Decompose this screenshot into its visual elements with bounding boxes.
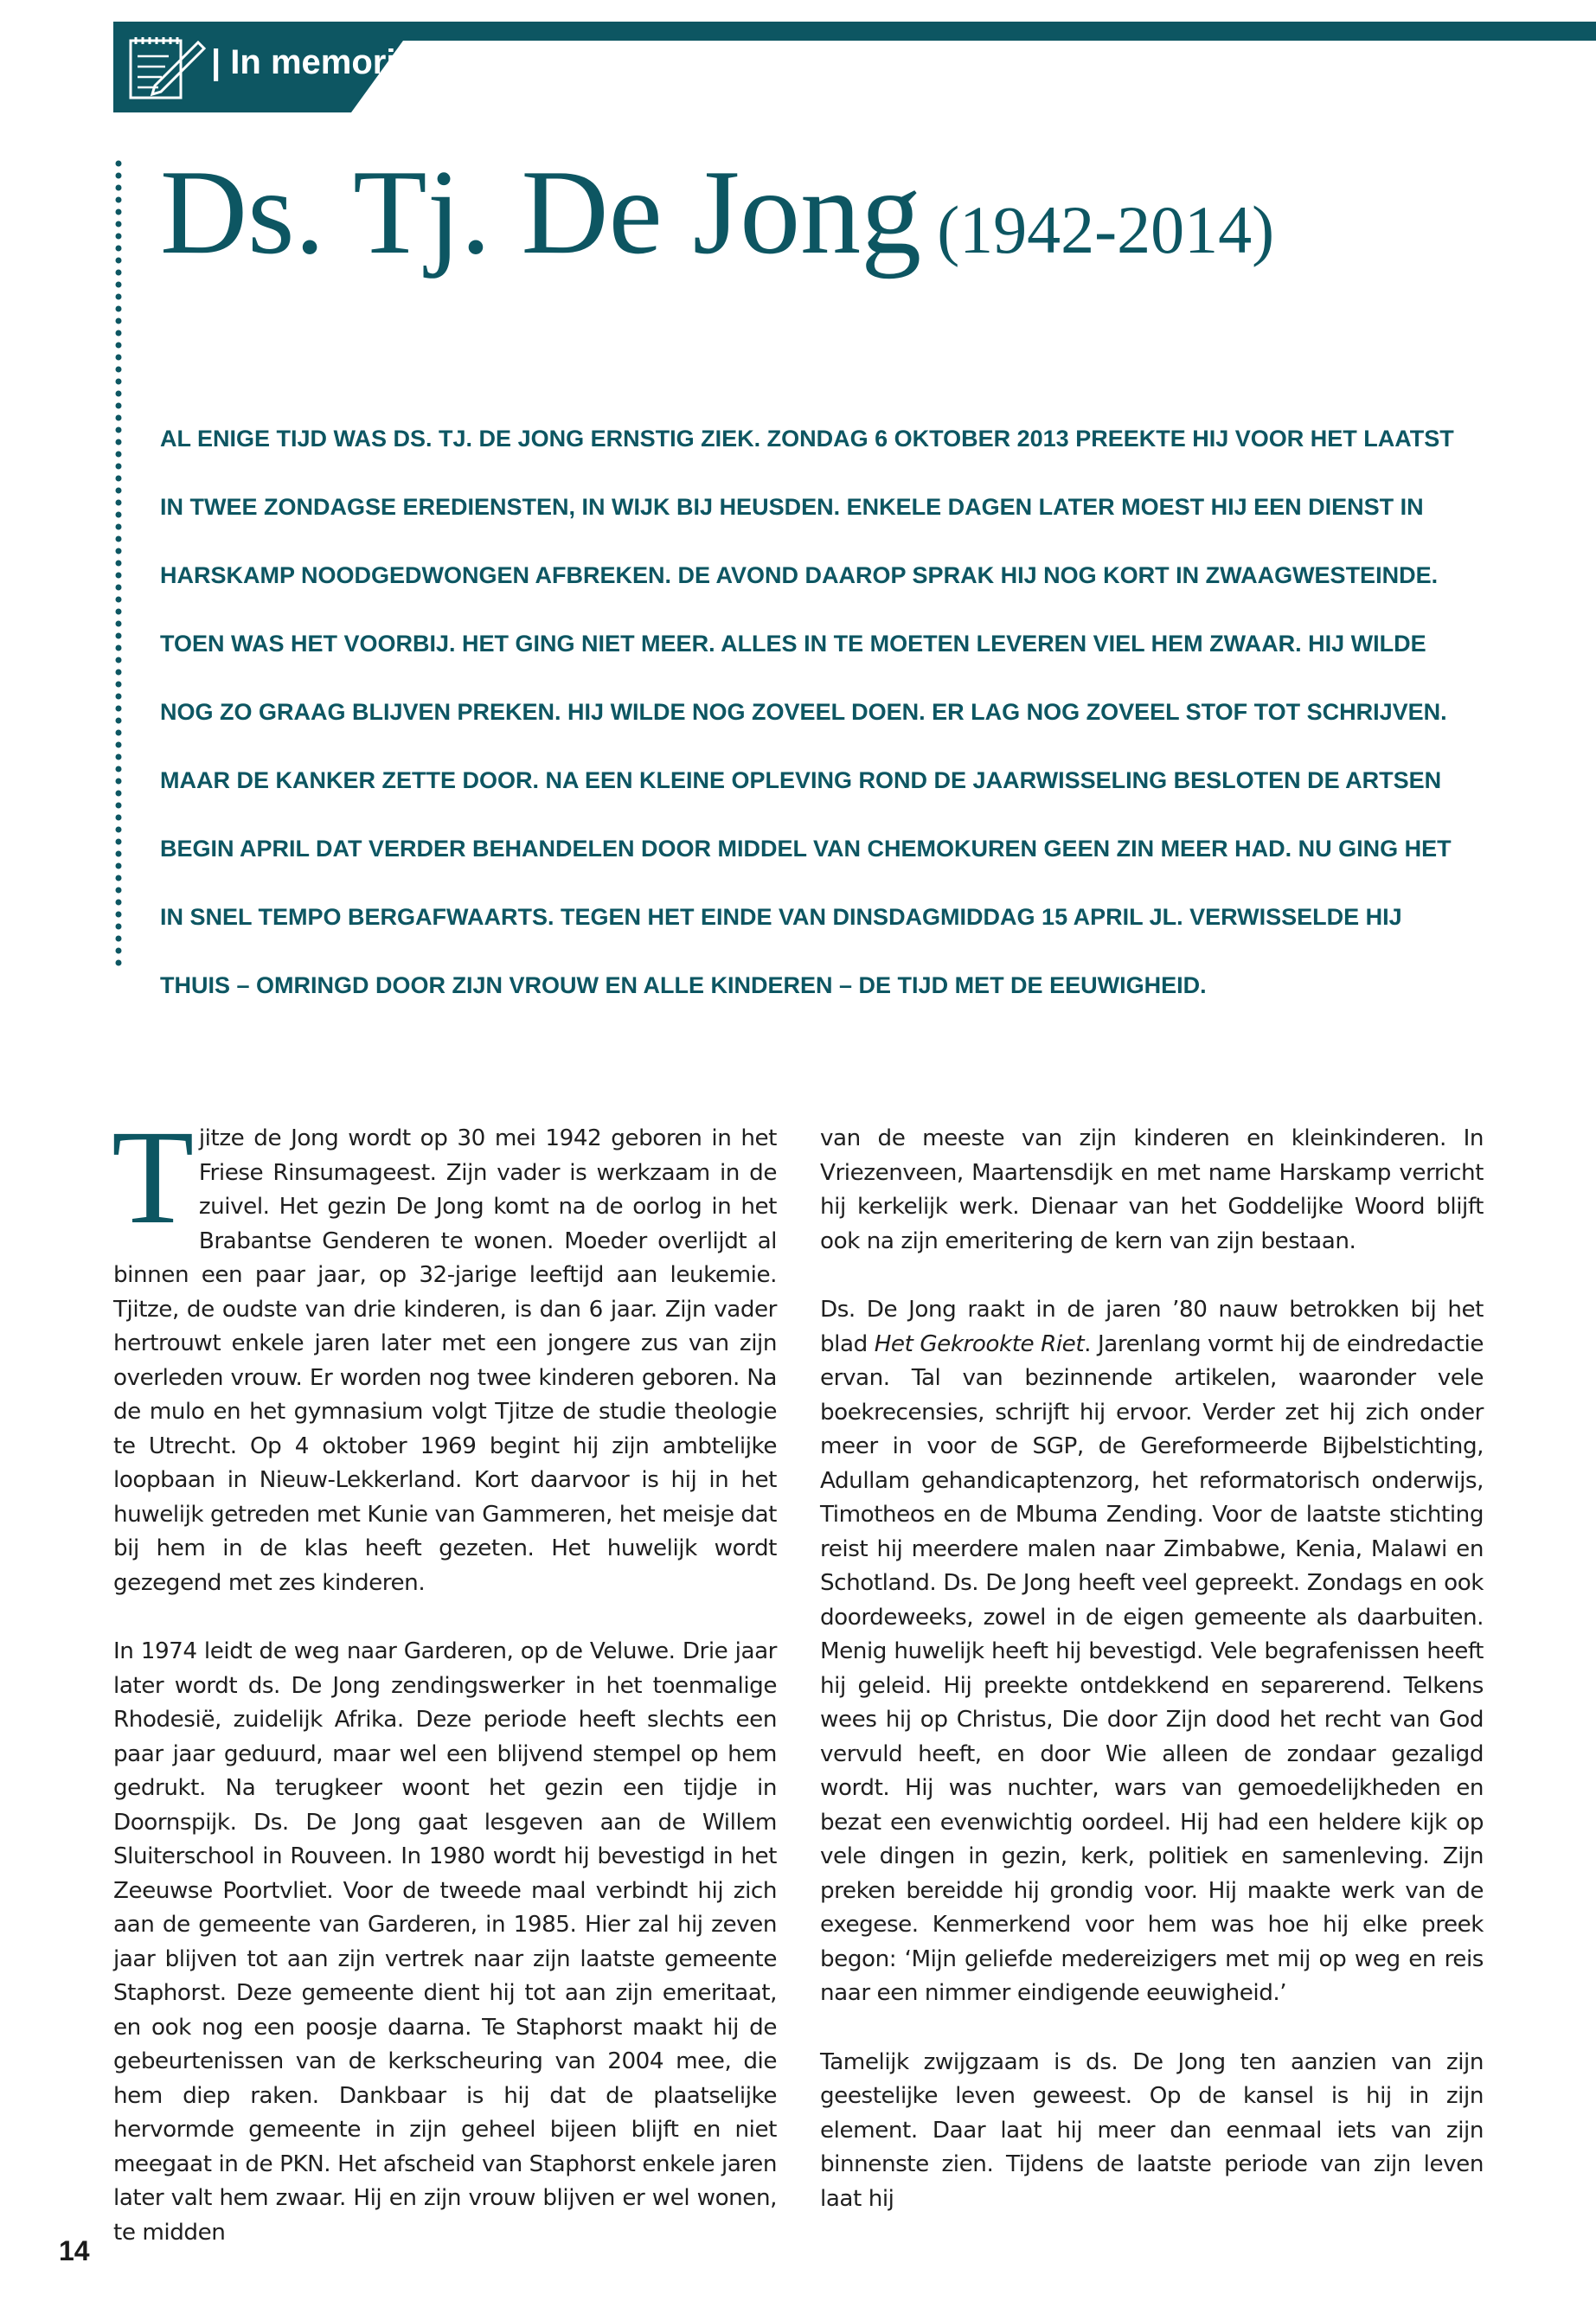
body-paragraph: In 1974 leidt de weg naar Garderen, op de Veluwe. Drie jaar later wordt ds. De Jong zendingswerker in het toenmalige Rhodesië, zuidelijk Afrika. Deze periode heeft slechts een paar jaar geduurd, maar wel een blijvend stempel op hem gedrukt. Na terugkeer woont het gezin een tijdje in Doornspijk. Ds. De Jong gaat lesgeven aan de Willem Sluiterschool in Rouveen. In 1980 wordt hij bevestigd in het Zeeuwse Poortvliet. Voor de tweede maal verbindt hij zich aan de gemeente van Garderen, in 1985. Hier zal hij zeven jaar blijven tot aan zijn vertrek naar zijn laatste gemeente Staphorst. Deze gemeente dient hij tot aan zijn emeritaat, en ook nog een poosje daarna. Te Staphorst maakt hij de gebeurtenissen van de kerkscheuring van 2004 mee, die hem diep raken. Dankbaar is hij dat de plaatselijke hervormde gemeente in zijn geheel bijeen blijft en niet meegaat in de PKN. Het afscheid van Staphorst enkele jaren later valt hem zwaar. Hij en zijn vrouw blijven er wel wonen, te midden <box>113 1638 777 2246</box>
body-paragraph <box>112 1102 777 1600</box>
intro-line: HARSKAMP NOODGEDWONGEN AFBREKEN. DE AVOND DAAROP SPRAK HIJ NOG KORT IN ZWAAGWESTEINDE. <box>160 562 1439 588</box>
paragraph-text: . Jarenlang vormt hij de eindredactie ervan. Tal van bezinnende artikelen, waaronder vele boekrecensies, schrijft hij ervoor. Verder zet hij zich onder meer in voor de SGP, de Gereformeerde Bijbelstichting, Adullam gehandicaptenzorg, het reformatorisch onderwijs, Timotheos en de Mbuma Zending. Voor de laatste stichting reist hij meerdere malen naar Zimbabwe, Kenia, Malawi en Schotland. Ds. De Jong heeft veel gepreekt. Zondags en ook doordeweeks, zowel in de eigen gemeente als daarbuiten. Menig huwelijk heeft hij bevestigd. Vele begrafenissen heeft hij geleid. Hij preekte ontdekkend en separerend. Telkens wees hij op Christus, Die door Zijn dood het recht van God vervuld heeft, en door Wie alleen de zondaar gezaligd wordt. Hij was nuchter, wars van gemoedelijkheden en bezat een evenwichtig oordeel. Hij had een heldere kijk op vele dingen in gezin, kerk, politiek en samenleving. Zijn preken bereidde hij grondig voor. Hij maakte werk van de exegese. Kenmerkend voor hem was hoe hij elke preek begon: ‘Mijn geliefde medereizigers met mij op weg en reis naar een nimmer eindigende eeuwigheid.’ <box>820 1330 1484 2006</box>
paragraph-text: jitze de Jong wordt op 30 mei 1942 geboren in het Friese Rinsumageest. Zijn vader is werkzaam in de zuivel. Het gezin De Jong komt na de oorlog in het Brabantse Genderen te wonen. Moeder overlijdt al binnen een paar jaar, op 32-jarige leeftijd aan leukemie. Tjitze, de oudste van drie kinderen, is dan 6 jaar. Zijn vader hertrouwt enkele jaren later met een jongere zus van zijn overleden vrouw. Er worden nog twee kinderen geboren. Na de mulo en het gymnasium volgt Tjitze de studie theologie te Utrecht. Op 4 oktober 1969 begint hij zijn ambtelijke loopbaan in Nieuw-Lekkerland. Kort daarvoor is hij in het huwelijk getreden met Kunie van Gammeren, het meisje dat bij hem in de klas heeft gezeten. Het huwelijk wordt gezegend met zes kinderen. <box>113 1125 777 1596</box>
intro-line: MAAR DE KANKER ZETTE DOOR. NA EEN KLEINE OPLEVING ROND DE JAARWISSELING BESLOTEN DE ARTSEN <box>160 767 1442 793</box>
dotted-rule <box>113 158 124 980</box>
section-label: | In memoriam <box>211 43 446 81</box>
title-name: Ds. Tj. De Jong <box>160 145 922 279</box>
intro-line: TOEN WAS HET VOORBIJ. HET GING NIET MEER. ALLES IN TE MOETEN LEVEREN VIEL HEM ZWAAR. HIJ WILDE <box>160 631 1426 657</box>
magazine-title: Het Gekrookte Riet <box>874 1330 1085 1357</box>
paragraph-text: Ds. De Jong raakt in de jaren ’80 nauw betrokken bij het blad <box>820 1297 1484 1357</box>
intro-line: THUIS – OMRINGD DOOR ZIJN VROUW EN ALLE KINDEREN – DE TIJD MET DE EEUWIGHEID. <box>160 972 1207 998</box>
page-title <box>160 145 1275 279</box>
article-column-left <box>112 1102 777 2250</box>
title-years: (1942-2014) <box>937 192 1275 267</box>
body-paragraph: Tamelijk zwijgzaam is ds. De Jong ten aanzien van zijn geestelijke leven geweest. Op de kansel is hij in zijn element. Daar laat hij meer dan eenmaal iets van zijn binnenste zien. Tijdens de laatste periode van zijn leven laat hij <box>820 2048 1484 2212</box>
intro-line: IN TWEE ZONDAGSE EREDIENSTEN, IN WIJK BIJ HEUSDEN. ENKELE DAGEN LATER MOEST HIJ EEN DIENST IN <box>160 494 1424 520</box>
intro-line: IN SNEL TEMPO BERGAFWAARTS. TEGEN HET EINDE VAN DINSDAGMIDDAG 15 APRIL JL. VERWISSELDE HIJ <box>160 904 1402 930</box>
notepad-pen-icon <box>124 30 207 105</box>
intro-line: BEGIN APRIL DAT VERDER BEHANDELEN DOOR MIDDEL VAN CHEMOKUREN GEEN ZIN MEER HAD. NU GING HET <box>160 836 1452 862</box>
page-number: 14 <box>59 2235 90 2266</box>
article-column-right <box>820 1122 1484 2216</box>
body-paragraph: van de meeste van zijn kinderen en kleinkinderen. In Vriezenveen, Maartensdijk en met name Harskamp verricht hij kerkelijk werk. Dienaar van het Goddelijke Woord blijft ook na zijn emeritering de kern van zijn bestaan. <box>820 1125 1484 1254</box>
intro-line: NOG ZO GRAAG BLIJVEN PREKEN. HIJ WILDE NOG ZOVEEL DOEN. ER LAG NOG ZOVEEL STOF TOT SCHRIJVEN. <box>160 699 1447 725</box>
section-header-band <box>113 22 1596 112</box>
drop-cap: T <box>112 1102 194 1252</box>
intro-line: AL ENIGE TIJD WAS DS. TJ. DE JONG ERNSTIG ZIEK. ZONDAG 6 OKTOBER 2013 PREEKTE HIJ VOOR HET LAATST <box>160 426 1454 452</box>
intro-paragraph <box>160 405 1509 1020</box>
body-paragraph <box>820 1293 1484 2011</box>
